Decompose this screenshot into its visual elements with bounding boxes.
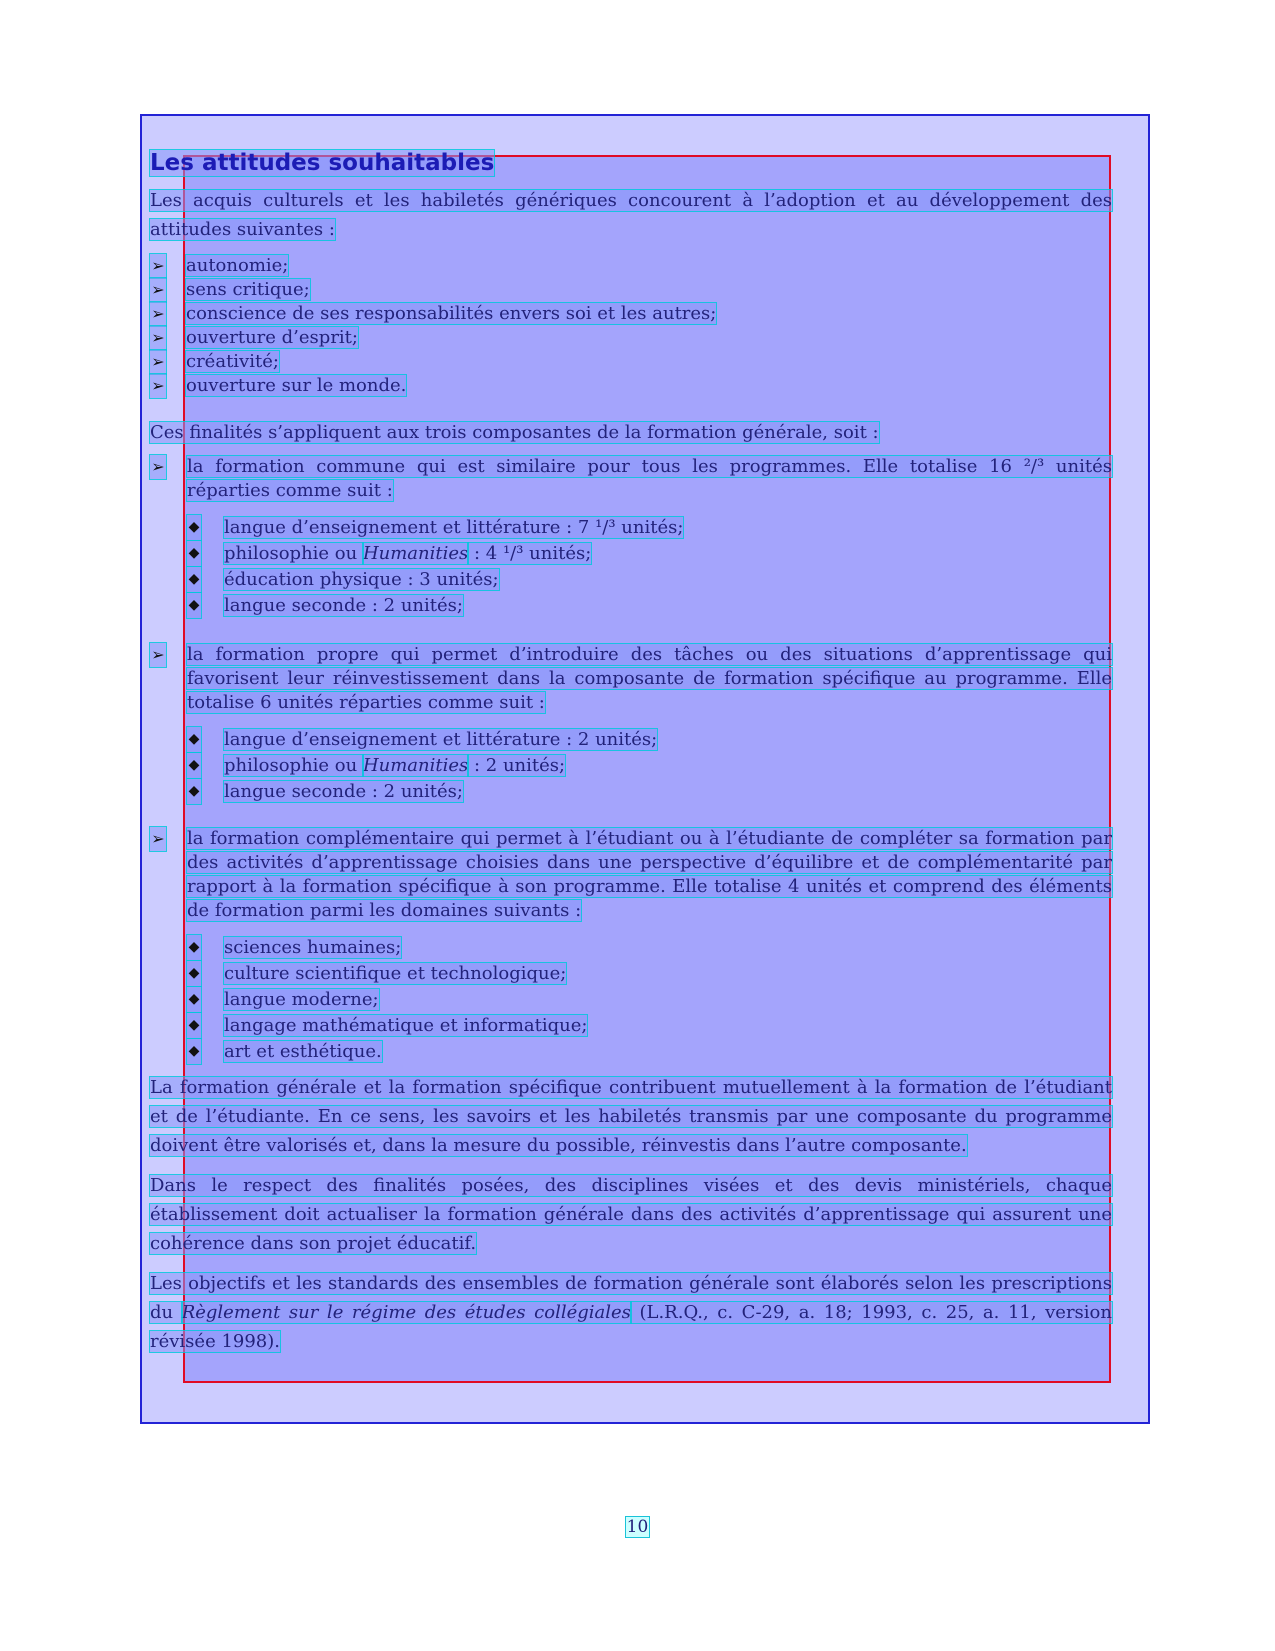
sub-item-label: langue d’enseignement et littérature : 2 unités;: [224, 729, 658, 750]
attitude-item: [150, 302, 1112, 326]
diamond-bullet-icon: ◆: [187, 961, 201, 986]
reglement-title: Règlement sur le régime des études collégiales: [181, 1302, 631, 1323]
diamond-bullet-icon: ◆: [187, 541, 201, 566]
sub-item-label: sciences humaines;: [224, 937, 402, 958]
sub-item-label: langue seconde : 2 unités;: [224, 781, 463, 802]
sub-item-label: art et esthétique.: [224, 1041, 382, 1062]
components-list: [150, 455, 1112, 1065]
mutual-paragraph: [150, 1073, 1112, 1160]
diamond-bullet-icon: ◆: [187, 1013, 201, 1038]
sub-item-emphasis: Humanities: [362, 543, 469, 564]
arrow-bullet-icon: ➢: [150, 643, 166, 667]
diamond-bullet-icon: ◆: [187, 727, 201, 752]
diamond-bullet-icon: ◆: [187, 987, 201, 1012]
component-item: [150, 455, 1112, 503]
diamond-bullet-icon: ◆: [187, 593, 201, 618]
component-item: [150, 827, 1112, 923]
sub-item: [187, 541, 1112, 567]
arrow-bullet-icon: ➢: [150, 302, 166, 326]
sub-item: [187, 1039, 1112, 1065]
component-sublist: [150, 727, 1112, 805]
page-number-text: 10: [626, 1517, 649, 1537]
sub-item-label: langage mathématique et informatique;: [224, 1015, 588, 1036]
sub-item-suffix: : 2 unités;: [468, 755, 566, 776]
attitude-label: ouverture d’esprit;: [186, 327, 358, 348]
diamond-bullet-icon: ◆: [187, 567, 201, 592]
finalites-paragraph: [150, 418, 1112, 447]
diamond-bullet-icon: ◆: [187, 515, 201, 540]
sub-item-suffix: : 4 ¹/³ unités;: [468, 543, 592, 564]
diamond-bullet-icon: ◆: [187, 753, 201, 778]
arrow-bullet-icon: ➢: [150, 350, 166, 374]
attitude-item: [150, 278, 1112, 302]
section-heading: Les attitudes souhaitables: [150, 150, 495, 176]
sub-item: [187, 961, 1112, 987]
sub-item-label: philosophie ou: [224, 543, 363, 564]
page-number: [0, 1517, 1275, 1537]
arrow-bullet-icon: ➢: [150, 827, 166, 851]
sub-item-label: langue d’enseignement et littérature : 7 ¹/³ unités;: [224, 517, 684, 538]
sub-item: [187, 987, 1112, 1013]
attitude-label: conscience de ses responsabilités envers soi et les autres;: [186, 303, 717, 324]
attitude-label: sens critique;: [186, 279, 310, 300]
respect-paragraph: [150, 1171, 1112, 1258]
finalites-text: Ces finalités s’appliquent aux trois composantes de la formation générale, soit :: [150, 422, 879, 443]
attitude-label: créativité;: [186, 351, 279, 372]
sub-item: [187, 727, 1112, 753]
arrow-bullet-icon: ➢: [150, 278, 166, 302]
sub-item: [187, 779, 1112, 805]
attitude-item: [150, 350, 1112, 374]
attitude-item: [150, 326, 1112, 350]
attitude-label: ouverture sur le monde.: [186, 375, 407, 396]
sub-item: [187, 567, 1112, 593]
arrow-bullet-icon: ➢: [150, 374, 166, 398]
objectifs-post: (L.R.Q., c. C-29, a. 18; 1993, c. 25, a. 11, version révisée 1998).: [150, 1302, 1112, 1352]
component-item: [150, 643, 1112, 715]
objectifs-pre: Les objectifs et les standards des ensembles de formation générale sont élaborés selon les prescriptions du: [150, 1273, 1112, 1323]
sub-item-label: éducation physique : 3 unités;: [224, 569, 499, 590]
arrow-bullet-icon: ➢: [150, 326, 166, 350]
sub-item-label: langue seconde : 2 unités;: [224, 595, 463, 616]
sub-item: [187, 1013, 1112, 1039]
attitude-label: autonomie;: [186, 255, 289, 276]
sub-item-label: philosophie ou: [224, 755, 363, 776]
mutual-text: La formation générale et la formation spécifique contribuent mutuellement à la formation de l’étudiant et de l’étudiante. En ce sens, les savoirs et les habiletés transmis par une composante du programme doivent être valorisés et, dans la mesure du possible, réinvestis dans l’autre composante.: [150, 1077, 1112, 1156]
attitude-item: [150, 374, 1112, 398]
component-text: la formation commune qui est similaire pour tous les programmes. Elle totalise 16 ²/³ unités réparties comme suit :: [187, 456, 1112, 501]
sub-item: [187, 753, 1112, 779]
sub-item: [187, 935, 1112, 961]
diamond-bullet-icon: ◆: [187, 935, 201, 960]
intro-paragraph: [150, 186, 1112, 244]
sub-item: [187, 515, 1112, 541]
component-text: la formation propre qui permet d’introduire des tâches ou des situations d’apprentissage qui favorisent leur réinvestissement dans la composante de formation spécifique au programme. Elle totalise 6 unités réparties comme suit :: [187, 644, 1112, 713]
component-sublist: [150, 935, 1112, 1065]
attitudes-list: [150, 254, 1112, 398]
objectifs-paragraph: [150, 1269, 1112, 1356]
attitude-item: [150, 254, 1112, 278]
arrow-bullet-icon: ➢: [150, 254, 166, 278]
sub-item-emphasis: Humanities: [362, 755, 469, 776]
arrow-bullet-icon: ➢: [150, 455, 166, 479]
sub-item-label: culture scientifique et technologique;: [224, 963, 567, 984]
sub-item: [187, 593, 1112, 619]
intro-text: Les acquis culturels et les habiletés génériques concourent à l’adoption et au développement des attitudes suivantes :: [150, 190, 1112, 240]
respect-text: Dans le respect des finalités posées, des disciplines visées et des devis ministériels, chaque établissement doit actualiser la formation générale dans des activités d’apprentissage qui assurent une cohérence dans son projet éducatif.: [150, 1175, 1112, 1254]
diamond-bullet-icon: ◆: [187, 1039, 201, 1064]
diamond-bullet-icon: ◆: [187, 779, 201, 804]
sub-item-label: langue moderne;: [224, 989, 379, 1010]
component-text: la formation complémentaire qui permet à l’étudiant ou à l’étudiante de compléter sa formation par des activités d’apprentissage choisies dans une perspective d’équilibre et de complémentarité par rapport à la formation spécifique à son programme. Elle totalise 4 unités et comprend des éléments de formation parmi les domaines suivants :: [187, 828, 1112, 921]
document-body: [150, 150, 1112, 1356]
component-sublist: [150, 515, 1112, 619]
